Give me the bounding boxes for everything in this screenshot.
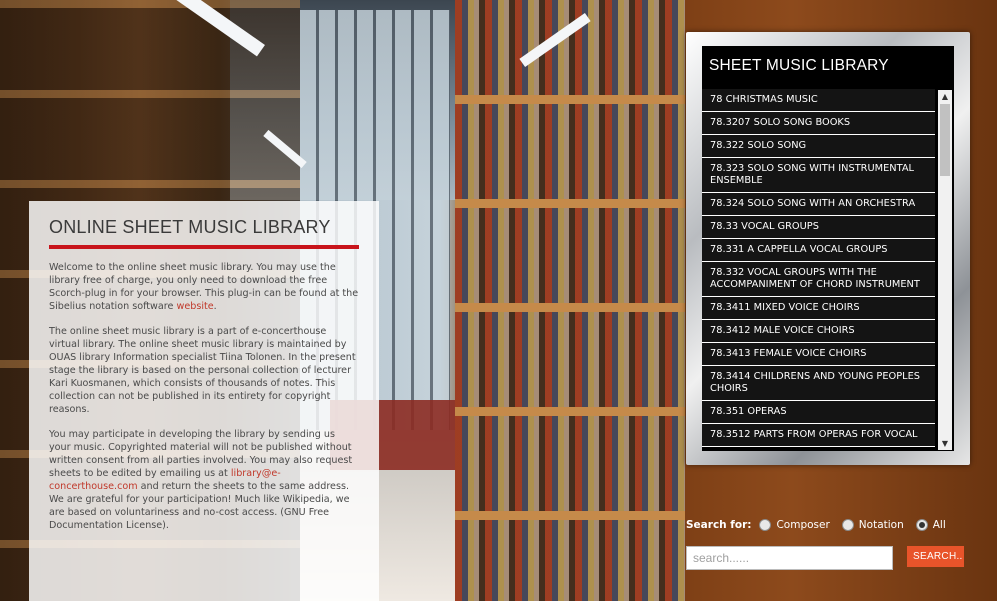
info-title: ONLINE SHEET MUSIC LIBRARY [49,217,331,237]
info-paragraph-1 [49,261,359,313]
option-all[interactable] [916,519,946,531]
option-label: Notation [858,519,904,531]
scroll-up-icon[interactable]: ▲ [941,92,949,101]
paragraph-text: . [213,301,217,312]
list-item[interactable]: 78.351 OPERAS [702,401,935,424]
option-notation[interactable] [842,519,904,531]
option-composer[interactable] [759,519,829,531]
email-link[interactable]: library@e-concerthouse.com [49,468,281,492]
search-options [686,516,958,534]
search-input[interactable] [686,546,893,570]
list-scrollbar[interactable] [938,90,952,450]
info-paragraph-2: The online sheet music library is a part of e-concerthouse virtual library. The online sheet music library is maintained by OUAS library Information specialist Tiina Tolonen. In the present stage the library is based on the personal collection of lecturer Kari Kuosmanen, which consists of thousands of notes. This collection can not be published in its entirety for copyright reasons. [49,326,356,415]
scroll-down-icon[interactable]: ▼ [941,439,949,448]
paragraph-text: and return the sheets to the same address. We are grateful for your participation! Much like Wikipedia, we are based on voluntariness and no-cost access. (GNU Free Documentation License). [49,481,350,531]
list-item[interactable]: 78.33 VOCAL GROUPS [702,216,935,239]
category-list[interactable] [702,89,935,451]
list-item[interactable]: 78.323 SOLO SONG WITH INSTRUMENTAL ENSEMBLE [702,158,935,193]
list-item[interactable]: 78.324 SOLO SONG WITH AN ORCHESTRA [702,193,935,216]
radio-composer[interactable] [759,519,771,531]
library-panel [702,46,954,451]
search-button[interactable]: SEARCH.. [907,546,964,567]
option-label: All [932,519,946,531]
library-title: SHEET MUSIC LIBRARY [709,57,889,74]
website-link[interactable]: website [176,301,214,312]
list-item[interactable]: 78.3413 FEMALE VOICE CHOIRS [702,343,935,366]
radio-notation[interactable] [842,519,854,531]
info-paragraph-3 [49,428,359,532]
list-item[interactable]: 78.3512 PARTS FROM OPERAS FOR VOCAL [702,424,935,447]
library-frame [686,32,970,465]
paragraph-text: Welcome to the online sheet music library. You may use the library free of charge, you only need to download the free Scorch-plug in for your browser. This plug-in can be found at the Sibelius notation software [49,262,359,312]
title-underline [49,245,359,249]
list-item[interactable]: 78.322 SOLO SONG [702,135,935,158]
option-label: Composer [776,519,830,531]
right-bookshelf-boards [455,0,685,601]
list-item[interactable]: 78.3411 MIXED VOICE CHOIRS [702,297,935,320]
list-item[interactable]: 78.331 A CAPPELLA VOCAL GROUPS [702,239,935,262]
info-panel [29,201,379,601]
list-item[interactable]: 78.3412 MALE VOICE CHOIRS [702,320,935,343]
radio-all[interactable] [916,519,928,531]
list-item[interactable]: 78.3207 SOLO SONG BOOKS [702,112,935,135]
list-item[interactable]: 78.332 VOCAL GROUPS WITH THE ACCOMPANIMENT OF CHORD INSTRUMENT [702,262,935,297]
search-for-label: Search for: [686,519,752,531]
scrollbar-thumb[interactable] [940,104,950,176]
list-item[interactable]: 78.3414 CHILDRENS AND YOUNG PEOPLES CHOIRS [702,366,935,401]
list-item[interactable]: 78 CHRISTMAS MUSIC [702,89,935,112]
paragraph-text: You may participate in developing the library by sending us your music. Copyrighted material will not be published without written consent from all parties involved. You may also request sheets to be edited by emailing us at [49,429,353,479]
